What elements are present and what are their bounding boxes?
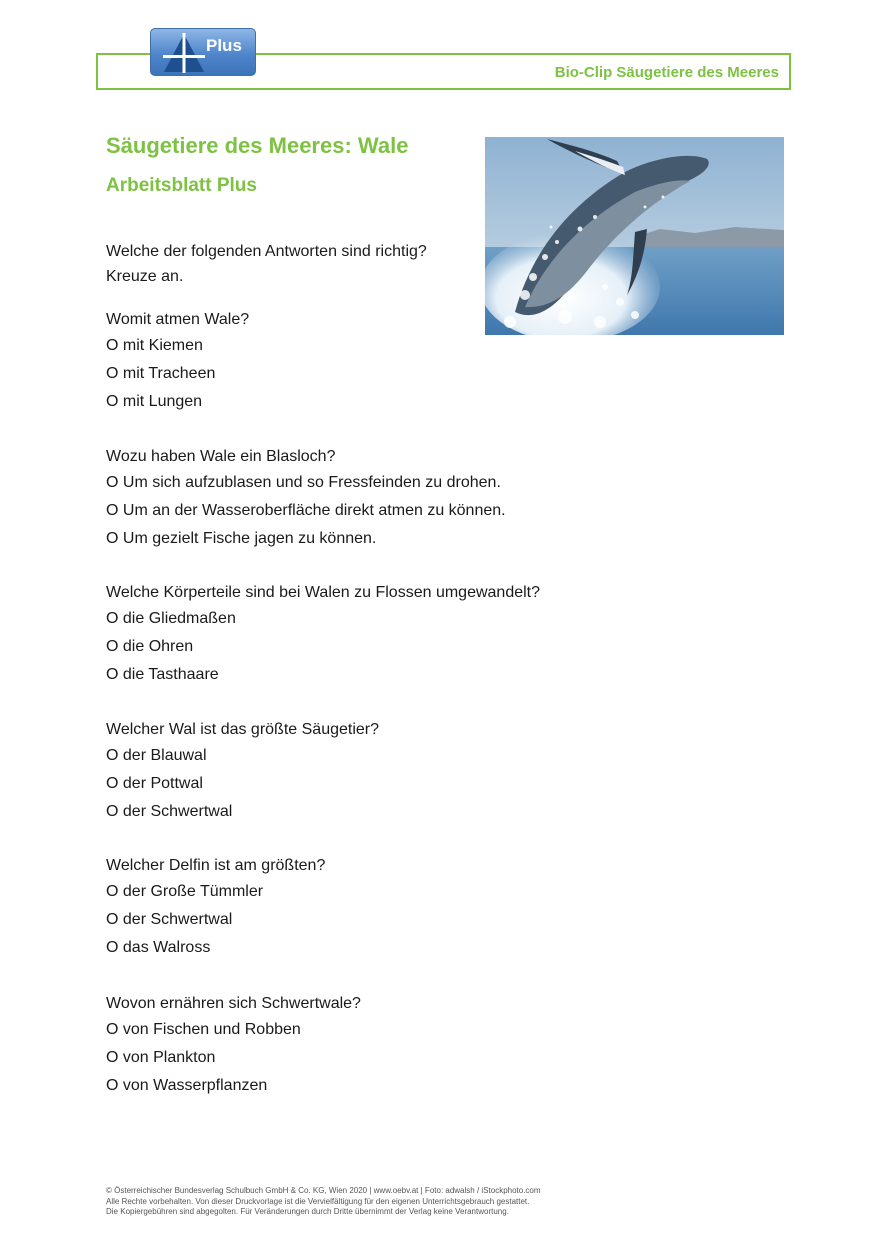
triangle-logo-icon bbox=[163, 33, 205, 73]
answer-option[interactable]: O der Blauwal bbox=[106, 747, 207, 764]
answer-option[interactable]: O der Pottwal bbox=[106, 775, 203, 792]
series-title: Bio-Clip Säugetiere des Meeres bbox=[554, 64, 779, 81]
footer-line: © Österreichischer Bundesverlag Schulbuch GmbH & Co. KG, Wien 2020 | www.oebv.at | Foto: adwalsh / iStockphoto.com bbox=[106, 1186, 541, 1195]
question-block bbox=[106, 717, 666, 826]
question-text: Welche Körperteile sind bei Walen zu Flossen umgewandelt? bbox=[106, 584, 541, 601]
answer-option[interactable]: O von Plankton bbox=[106, 1049, 216, 1066]
answer-option[interactable]: O mit Tracheen bbox=[106, 365, 216, 382]
question-text: Wozu haben Wale ein Blasloch? bbox=[106, 448, 336, 465]
footer-line: Die Kopiergebühren sind abgegolten. Für Veränderungen durch Dritte übernimmt der Verlag keine Verantwortung. bbox=[106, 1207, 509, 1216]
answer-option[interactable]: O die Tasthaare bbox=[106, 666, 219, 683]
question-text: Welcher Delfin ist am größten? bbox=[106, 857, 326, 874]
answer-option[interactable]: O mit Lungen bbox=[106, 393, 203, 410]
question-block bbox=[106, 307, 666, 416]
answer-option[interactable]: O die Gliedmaßen bbox=[106, 610, 236, 627]
footer-line: Alle Rechte vorbehalten. Von dieser Druckvorlage ist die Vervielfältigung für den eigenen Unterrichtsgebrauch gestattet. bbox=[106, 1196, 530, 1206]
logo-text: Plus bbox=[206, 36, 242, 55]
question-text: Womit atmen Wale? bbox=[106, 311, 250, 328]
answer-option[interactable]: O Um an der Wasseroberfläche direkt atmen zu können. bbox=[106, 502, 506, 519]
answer-option[interactable]: O der Große Tümmler bbox=[106, 883, 264, 900]
answer-option[interactable]: O der Schwertwal bbox=[106, 911, 233, 928]
answer-option[interactable]: O die Ohren bbox=[106, 638, 194, 655]
answer-option[interactable]: O Um gezielt Fische jagen zu können. bbox=[106, 530, 377, 547]
page-title: Säugetiere des Meeres: Wale bbox=[106, 133, 409, 158]
answer-option[interactable]: O mit Kiemen bbox=[106, 337, 203, 354]
answer-option[interactable]: O Um sich aufzublasen und so Fressfeinden zu drohen. bbox=[106, 474, 501, 491]
question-text: Welcher Wal ist das größte Säugetier? bbox=[106, 721, 380, 738]
question-block bbox=[106, 580, 666, 689]
instruction-line: Welche der folgenden Antworten sind richtig? bbox=[106, 243, 427, 260]
answer-option[interactable]: O der Schwertwal bbox=[106, 803, 233, 820]
whale-photo bbox=[485, 137, 784, 335]
page-subtitle: Arbeitsblatt Plus bbox=[106, 175, 257, 196]
publisher-logo bbox=[150, 28, 256, 76]
question-block bbox=[106, 444, 666, 553]
instructions bbox=[106, 239, 486, 289]
footer bbox=[106, 1186, 786, 1218]
answer-option[interactable]: O von Fischen und Robben bbox=[106, 1021, 301, 1038]
question-text: Wovon ernähren sich Schwertwale? bbox=[106, 995, 361, 1012]
instruction-line: Kreuze an. bbox=[106, 268, 184, 285]
answer-option[interactable]: O das Walross bbox=[106, 939, 211, 956]
answer-option[interactable]: O von Wasserpflanzen bbox=[106, 1077, 268, 1094]
question-block bbox=[106, 853, 666, 962]
question-block bbox=[106, 991, 666, 1100]
